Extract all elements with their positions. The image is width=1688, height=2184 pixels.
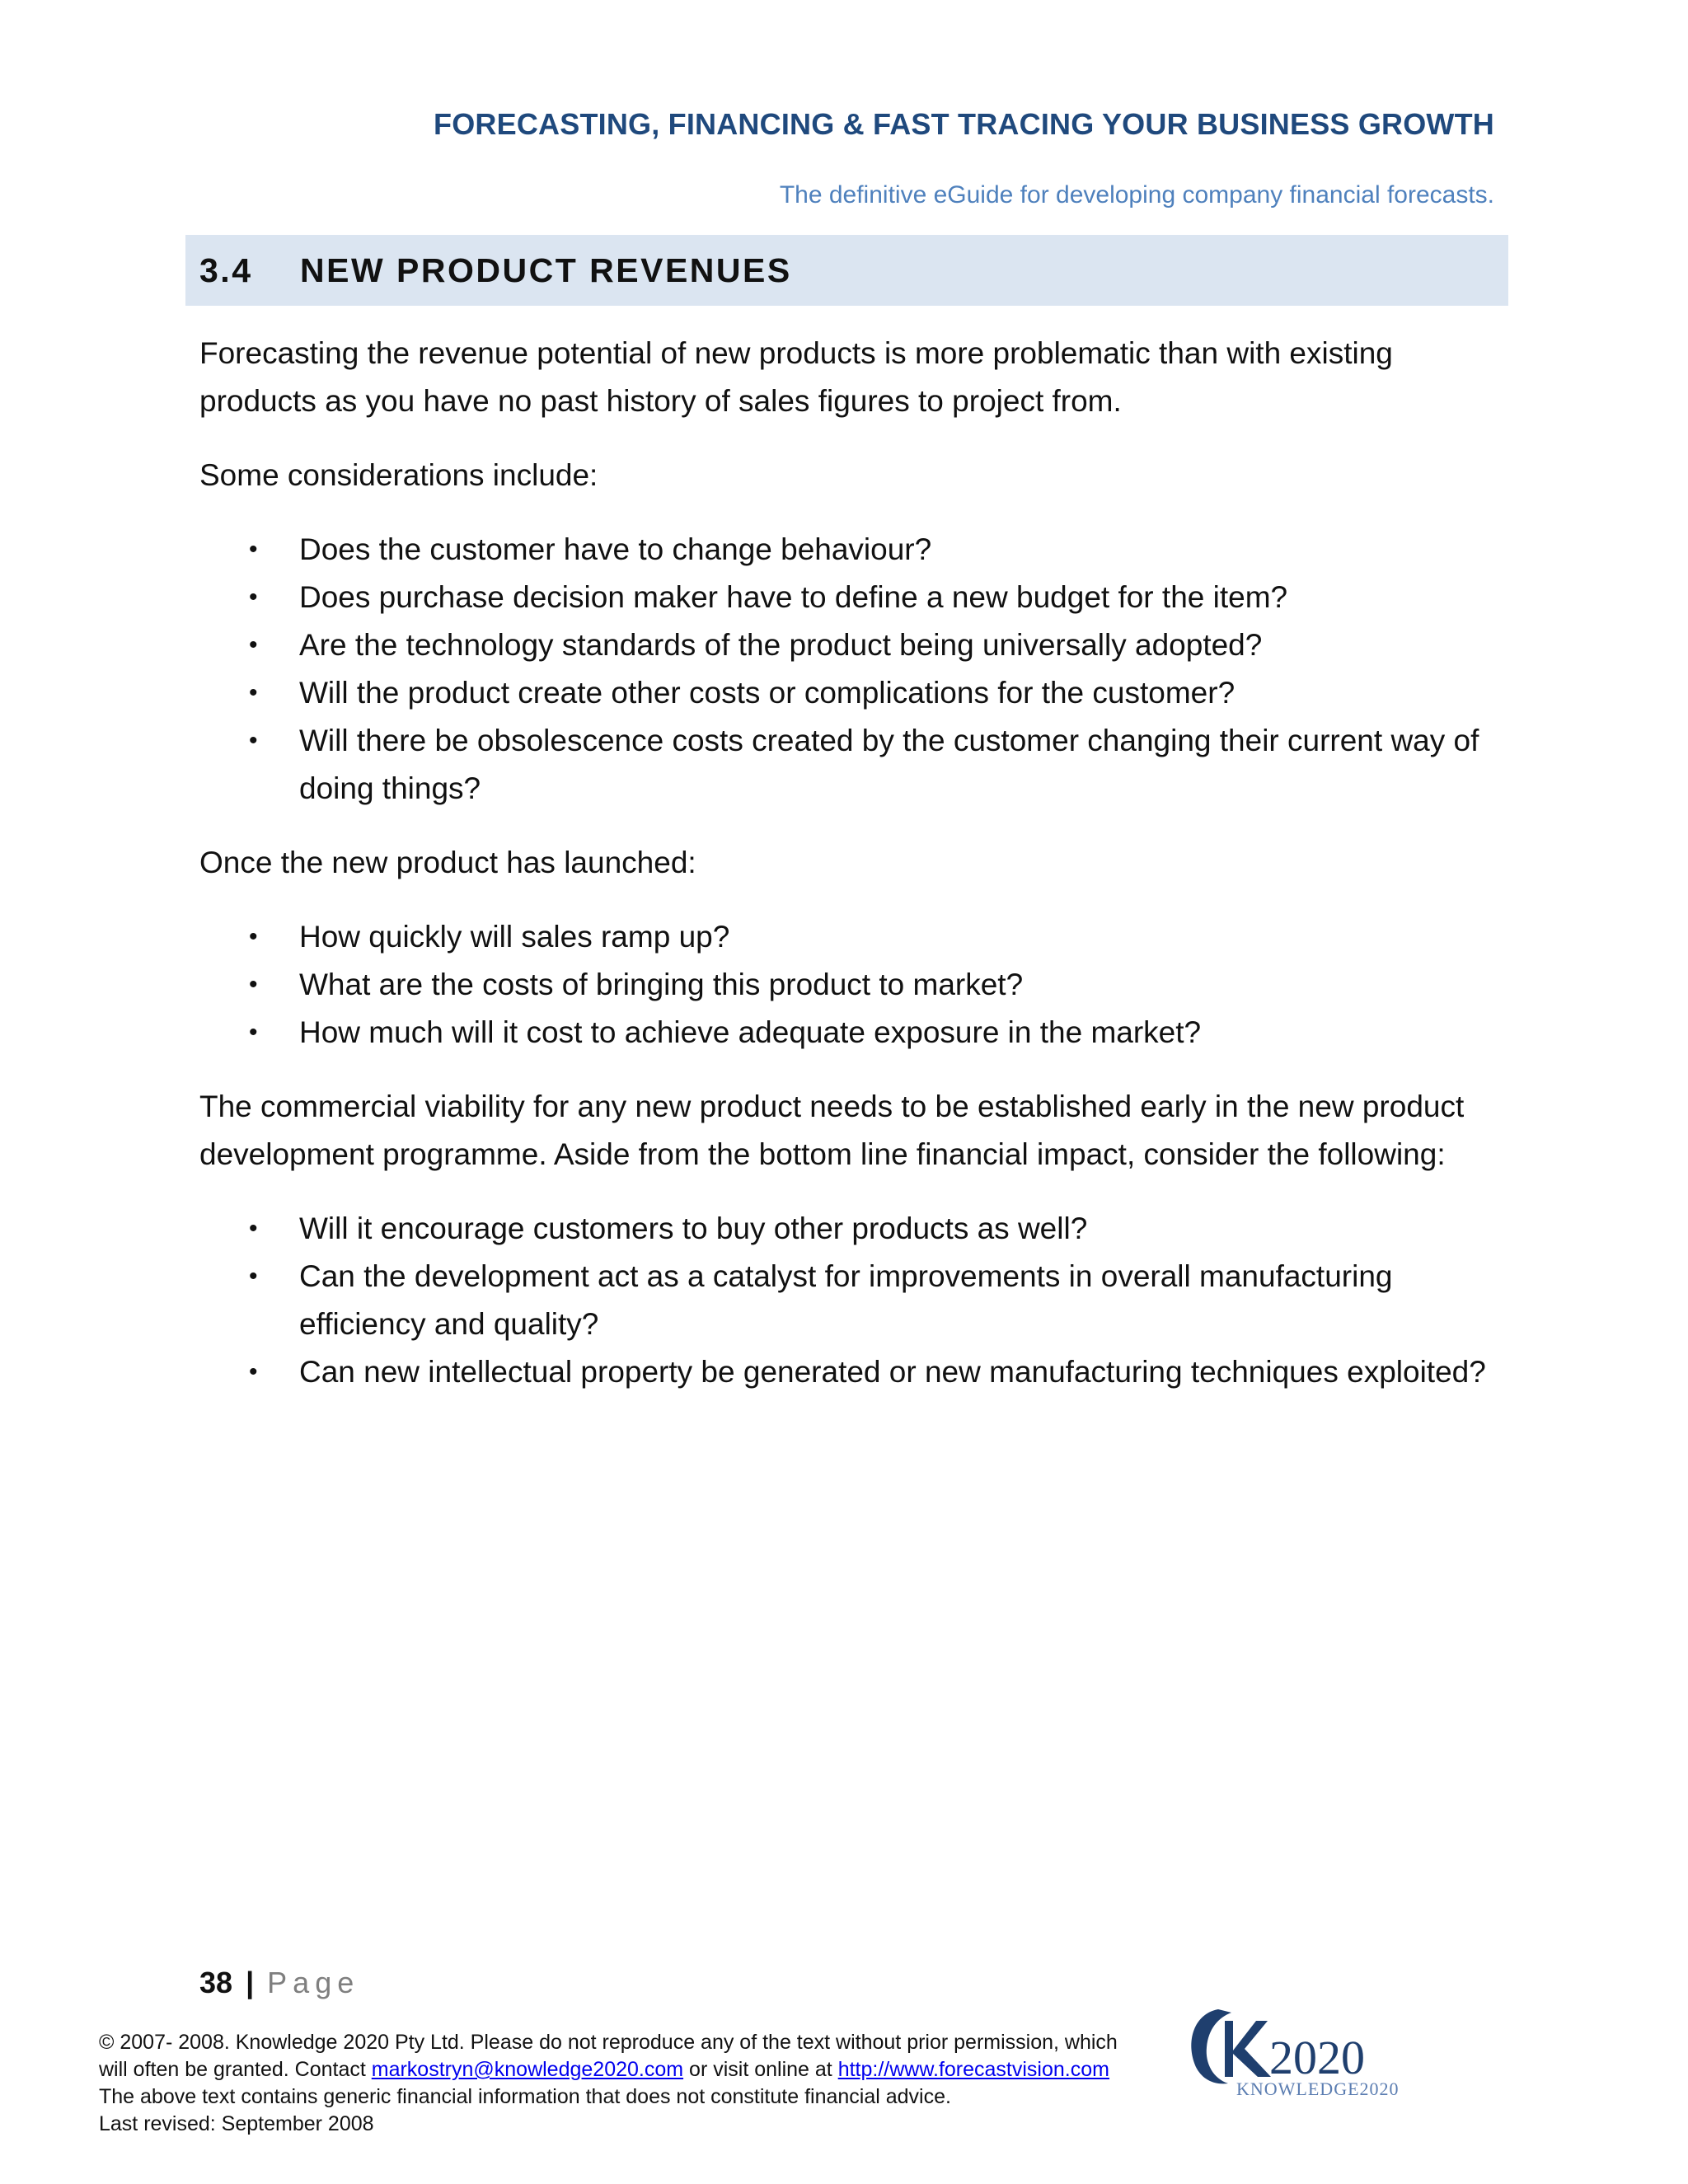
logo-k-icon [1225, 2021, 1271, 2077]
bullet-icon: • [249, 1358, 258, 1385]
list-item: • Can new intellectual property be generated or new manufacturing techniques exploited? [199, 1348, 1502, 1396]
footer-disclaimer: The above text contains generic financial information that does not constitute financial advice. [99, 2085, 951, 2108]
bullet-icon: • [249, 971, 258, 998]
page-number-label: Page [267, 1966, 360, 1999]
viability-list [199, 1205, 1502, 1396]
bullet-icon: • [249, 536, 258, 563]
copyright-footer [99, 2029, 1170, 2138]
list-item: • How quickly will sales ramp up? [199, 913, 1502, 961]
launch-lead: Once the new product has launched: [199, 846, 696, 879]
section-title: NEW PRODUCT REVENUES [300, 251, 792, 289]
bullet-icon: • [249, 583, 258, 611]
list-item: • Will it encourage customers to buy other products as well? [199, 1205, 1502, 1253]
website-link[interactable]: http://www.forecastvision.com [837, 2058, 1109, 2081]
document-header-title: FORECASTING, FINANCING & FAST TRACING YOUR BUSINESS GROWTH [434, 107, 1494, 141]
list-item: • Will there be obsolescence costs created by the customer changing their current way of doing things? [199, 717, 1502, 813]
knowledge2020-logo [1185, 2003, 1432, 2102]
section-heading [185, 235, 1508, 306]
considerations-list [199, 526, 1502, 813]
footer-line: © 2007- 2008. Knowledge 2020 Pty Ltd. Please do not reproduce any of the text without prior permission, which [99, 2031, 1118, 2054]
page-number-value: 38 [199, 1966, 233, 1999]
bullet-icon: • [249, 1263, 258, 1290]
list-item: • How much will it cost to achieve adequate exposure in the market? [199, 1009, 1502, 1057]
list-item: • Can the development act as a catalyst for improvements in overall manufacturing efficiency and quality? [199, 1253, 1502, 1348]
list-item: • Are the technology standards of the product being universally adopted? [199, 621, 1502, 669]
bullet-icon: • [249, 679, 258, 706]
list-item: • Does the customer have to change behaviour? [199, 526, 1502, 574]
considerations-lead: Some considerations include: [199, 458, 598, 492]
footer-line: will often be granted. Contact markostryn@knowledge2020.com or visit online at http://www.forecastvision.com [99, 2058, 1109, 2081]
bullet-icon: • [249, 727, 258, 754]
logo-mark-text: 2020 [1269, 2031, 1365, 2084]
list-item: • Will the product create other costs or complications for the customer? [199, 669, 1502, 717]
intro-paragraph: Forecasting the revenue potential of new products is more problematic than with existing products as you have no past history of sales figures to project from. [199, 336, 1393, 418]
bullet-icon: • [249, 1019, 258, 1046]
logo-name-text: KNOWLEDGE2020 [1236, 2079, 1400, 2099]
contact-email-link[interactable]: markostryn@knowledge2020.com [371, 2058, 684, 2081]
footer-revision: Last revised: September 2008 [99, 2112, 374, 2135]
section-number: 3.4 [199, 251, 253, 289]
bullet-icon: • [249, 923, 258, 950]
main-content [199, 330, 1502, 1422]
viability-paragraph: The commercial viability for any new product needs to be established early in the new product development programme. Aside from the bottom line financial impact, consider the following: [199, 1090, 1465, 1171]
page-number-separator: | [246, 1966, 255, 1999]
bullet-icon: • [249, 1215, 258, 1242]
list-item: • Does purchase decision maker have to define a new budget for the item? [199, 574, 1502, 621]
list-item: • What are the costs of bringing this product to market? [199, 961, 1502, 1009]
launch-list [199, 913, 1502, 1057]
bullet-icon: • [249, 631, 258, 658]
document-header-subtitle: The definitive eGuide for developing company financial forecasts. [779, 181, 1494, 209]
page-number [199, 1966, 359, 2000]
